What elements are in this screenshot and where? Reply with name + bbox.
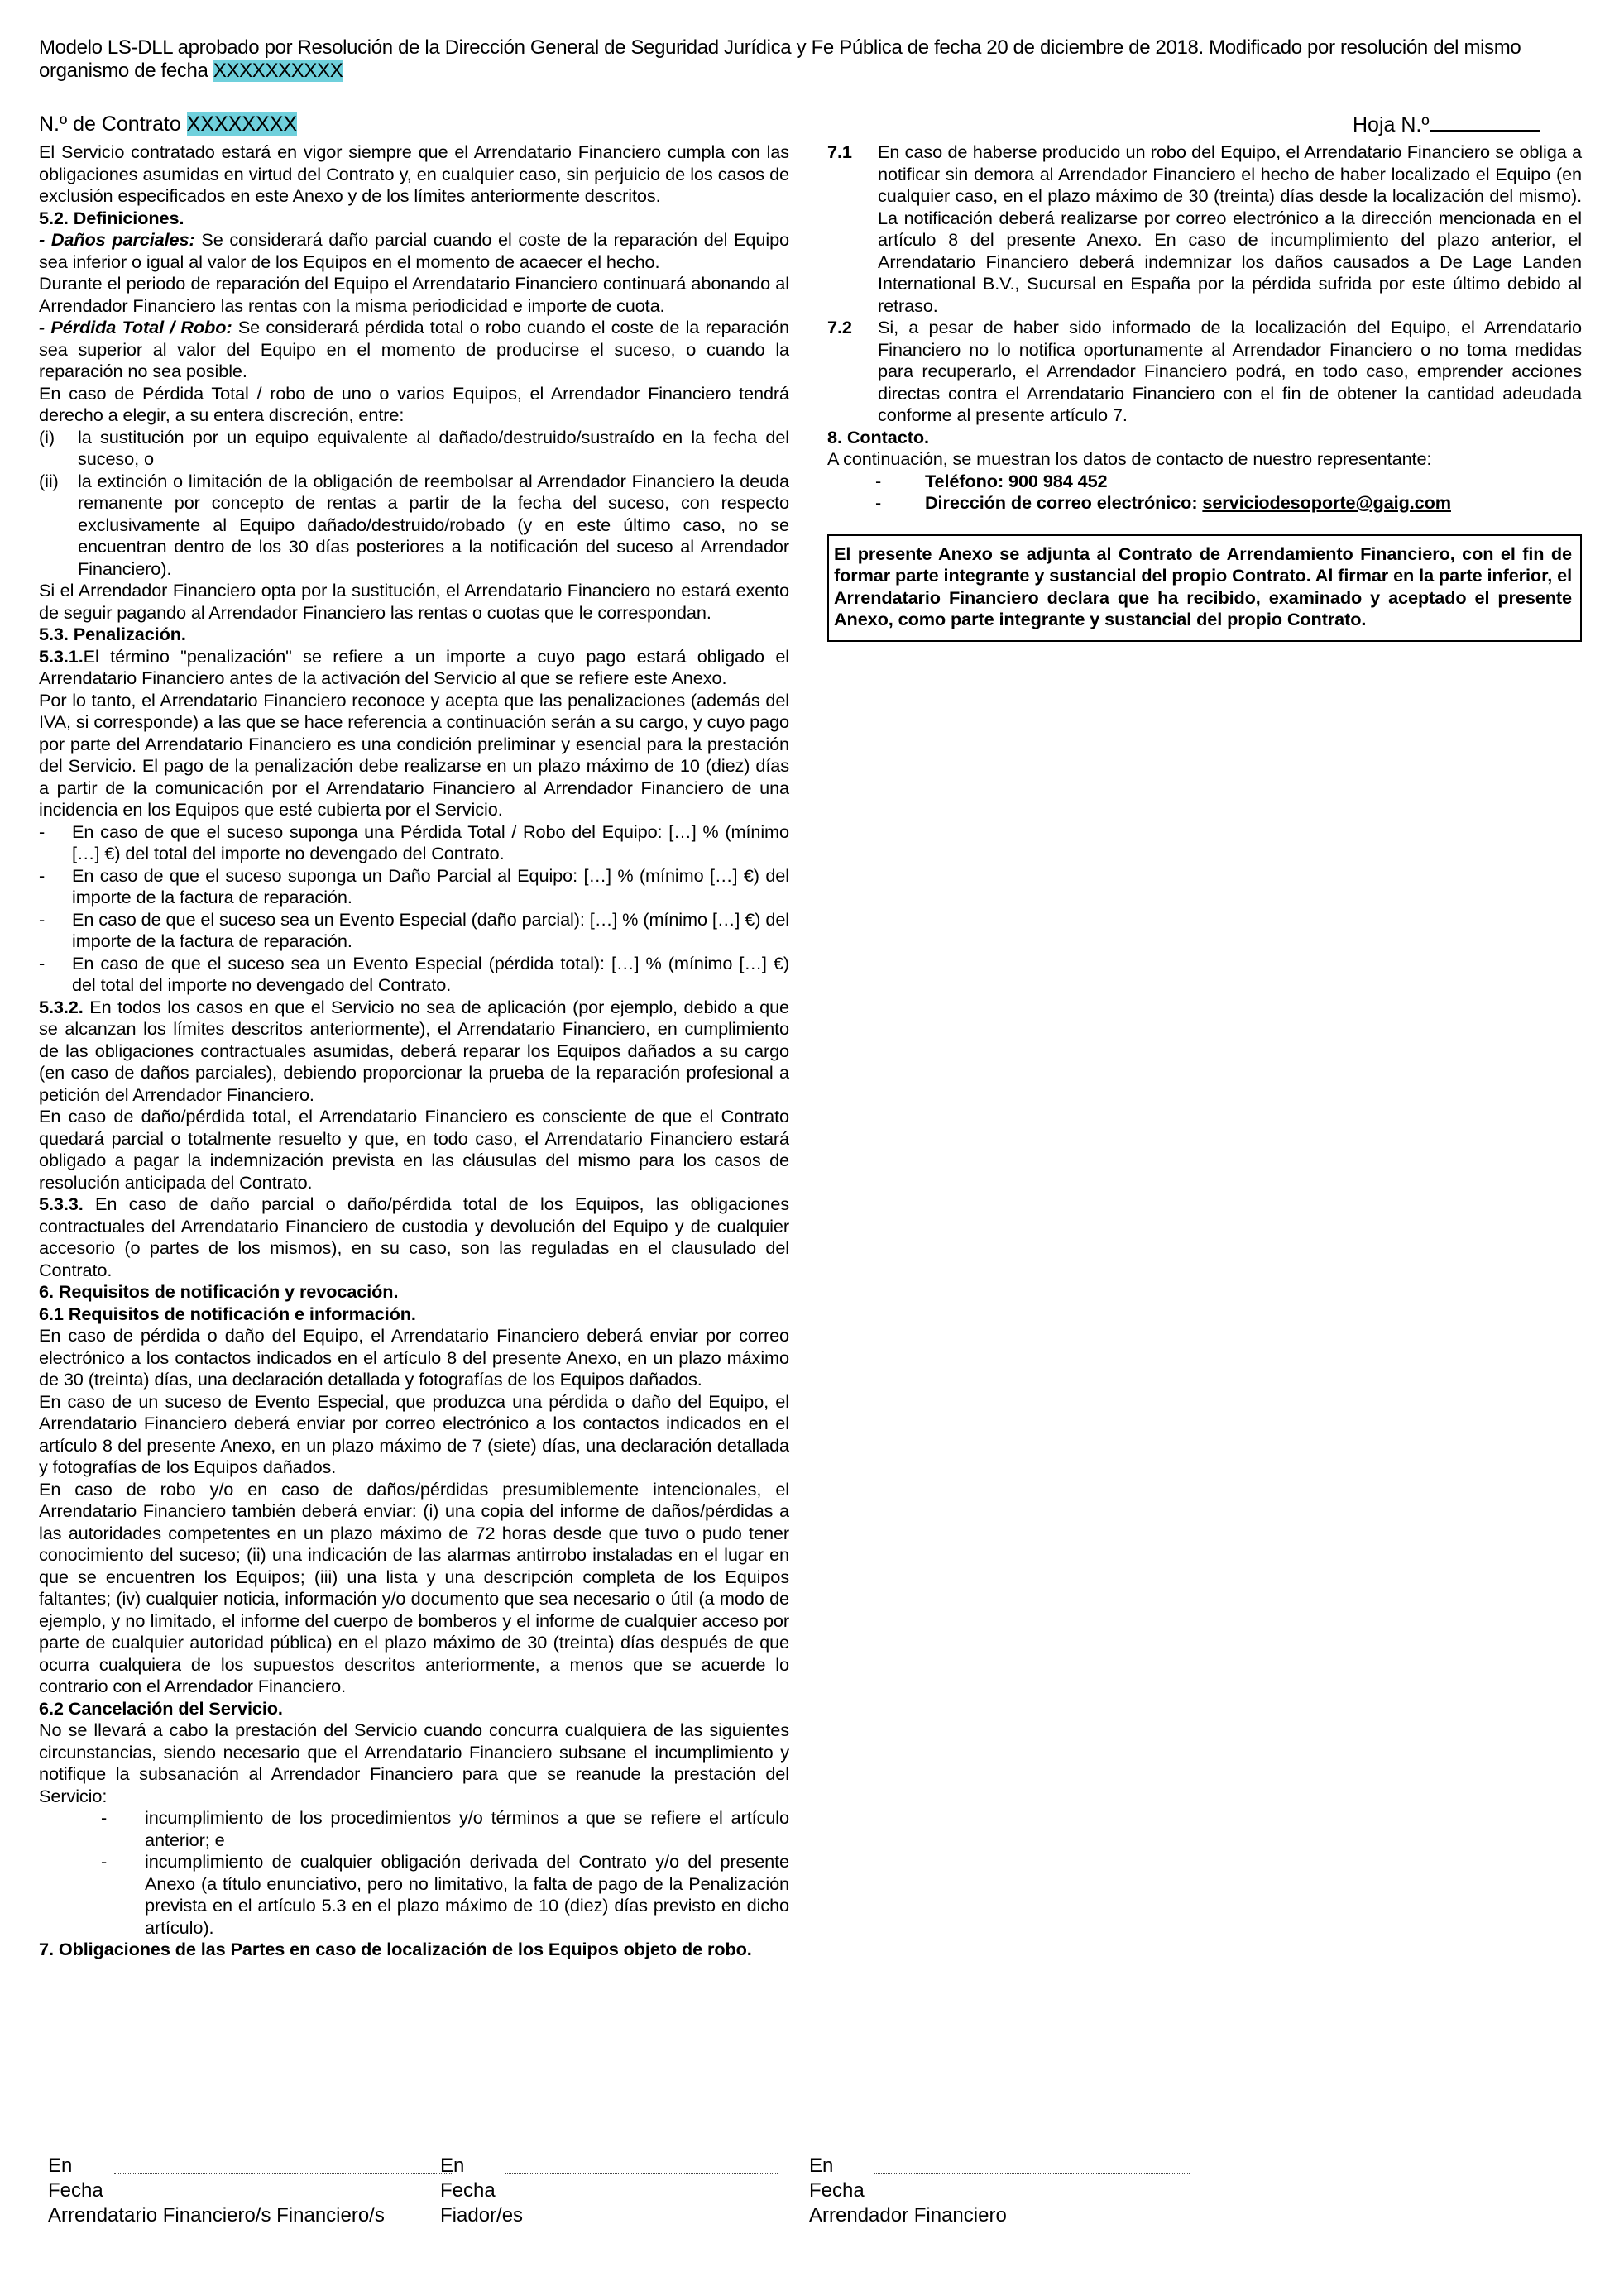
total-loss-paragraph: En caso de daño/pérdida total, el Arrendatario Financiero es consciente de que el Contrato quedará parcial o totalmente resuelto y que, en todo caso, el Arrendatario Financiero estará obligado a pagar la indemnización prevista en las cláusulas del mismo para los casos de resolución anticipada del Contrato. xyxy=(39,1106,789,1193)
section-7-1: 7.1 En caso de haberse producido un robo del Equipo, el Arrendatario Financiero se obliga a notificar sin demora al Arrendador Financiero el hecho de haber localizado el Equipo (en cualquier caso, en el plazo máximo de 30 (treinta) días desde la localización del mismo). La notificación deberá realizarse por correo electrónico a la dirección mencionada en el artículo 8 del presente Anexo. En caso de incumplimiento del plazo anterior, el Arrendatario Financiero deberá indemnizar los daños causados a De Lage Landen International B.V., Sucursal en España por la pérdida sufrida por este último debido al retraso. xyxy=(827,141,1582,316)
sig-en-label: En xyxy=(440,2155,465,2177)
penalty-paragraph: Por lo tanto, el Arrendatario Financiero reconoce y acepta que las penalizaciones (además del IVA, si corresponde) a las que se hace referencia a continuación serán a su cargo, y cuyo pago por parte del Arrendatario Financiero es una condición preliminar y esencial para la prestación del Servicio. El pago de la penalización debe realizarse en un plazo máximo de 10 (diez) días a partir de la comunicación por el Arrendatario Financiero al Arrendador Financiero de una incidencia en los Equipos que esté cubierta por el Servicio. xyxy=(39,689,789,820)
header-date-placeholder: XXXXXXXXXX xyxy=(213,60,343,82)
signature-block-guarantor xyxy=(440,2154,523,2228)
sig-role: Arrendatario Financiero/s Financiero/s xyxy=(48,2204,385,2227)
sig-en-line[interactable] xyxy=(505,2173,778,2174)
sig-en-label: En xyxy=(48,2155,73,2177)
total-loss-term: - Pérdida Total / Robo: xyxy=(39,317,232,337)
sig-role: Fiador/es xyxy=(440,2204,524,2227)
section-7-2: 7.2 Si, a pesar de haber sido informado de la localización del Equipo, el Arrendatario Financiero no lo notifica oportunamente al Arrendador Financiero o no toma medidas para recuperarlo, el Arrendador Financiero podrá, en todo caso, emprender acciones directas contra el Arrendatario Financiero con el fin de obtener la cantidad adeudada conforme al presente artículo 7. xyxy=(827,317,1582,425)
contract-number-placeholder: XXXXXXXX xyxy=(186,112,298,136)
cancellation-item: - incumplimiento de cualquier obligación derivada del Contrato y/o del presente Anexo (a título enunciativo, pero no limitativo, la falta de pago de la Penalización prevista en el artículo 5.3 en el plazo máximo de 10 (diez) días previsto en dicho artículo). xyxy=(101,1851,789,1938)
option-ii: (ii) la extinción o limitación de la obligación de reembolsar al Arrendador Financiero la deuda remanente por concepto de rentas a partir de la fecha del suceso, con respecto exclusivamente al Equipo dañado/destruido/robado (y en este último caso, no se encuentran dentro de los 30 días posteriores a la notificación del suceso al Arrendador Financiero). xyxy=(39,470,789,579)
sig-fecha-label: Fecha xyxy=(809,2179,865,2202)
sheet-label: Hoja N.º xyxy=(1353,113,1430,136)
sheet-number-blank xyxy=(1430,112,1540,132)
section-5-3-3: 5.3.3. En caso de daño parcial o daño/pérdida total de los Equipos, las obligaciones contractuales del Arrendatario Financiero de custodia y devolución del Equipo y de cualquier accesorio (o partes de los mismos), en su caso, son las reguladas en el clausulado del Contrato. xyxy=(39,1193,789,1280)
contact-email: - Dirección de correo electrónico: serviciodesoporte@gaig.com xyxy=(875,492,1451,513)
signature-block-lessee xyxy=(48,2154,385,2228)
sheet-number xyxy=(1353,112,1540,137)
option-i: (i) la sustitución por un equipo equivalente al dañado/destruido/sustraído en la fecha del suceso, o xyxy=(39,426,789,469)
cancellation-paragraph: No se llevará a cabo la prestación del Servicio cuando concurra cualquiera de las siguientes circunstancias, siendo necesario que el Arrendatario Financiero subsane el incumplimiento y notifique la subsanación al Arrendador Financiero para que se reanude la prestación del Servicio: xyxy=(39,1720,789,1806)
right-column xyxy=(827,141,1582,642)
sig-role: Arrendador Financiero xyxy=(809,2204,1007,2227)
document-header xyxy=(39,36,1553,83)
section-5-3-2: 5.3.2. En todos los casos en que el Servicio no sea de aplicación (por ejemplo, debido a que se alcanzan los límites descritos anteriormente), el Arrendatario Financiero, en cumplimiento de las obligaciones contractuales asumidas, deberá reparar los Equipos dañados a su cargo (en caso de daños parciales), debiendo proporcionar la prueba de la reparación profesional a petición del Arrendador Financiero. xyxy=(39,996,789,1105)
choice-paragraph: En caso de Pérdida Total / robo de uno o varios Equipos, el Arrendador Financiero tendrá derecho a elegir, a su entera discreción, entre: xyxy=(39,382,789,425)
cancellation-item: - incumplimiento de los procedimientos y/o términos a que se refiere el artículo anterior; e xyxy=(101,1807,789,1850)
contract-number xyxy=(39,112,297,136)
total-loss-definition: - Pérdida Total / Robo: Se considerará pérdida total o robo cuando el coste de la reparación sea superior al valor del Equipo en el momento de producirse el suceso, o cuando la reparación no sea posible. xyxy=(39,317,789,381)
intro-paragraph: El Servicio contratado estará en vigor siempre que el Arrendatario Financiero cumpla con las obligaciones asumidas en virtud del Contrato y, en cualquier caso, sin perjuicio de los casos de exclusión especificados en este Anexo y de los límites anteriormente descritos. xyxy=(39,141,789,206)
acceptance-box: El presente Anexo se adjunta al Contrato de Arrendamiento Financiero, con el fin de formar parte integrante y sustancial del propio Contrato. Al firmar en la parte inferior, el Arrendatario Financiero declara que ha recibido, examinado y aceptado el presente Anexo, como parte integrante y sustancial del propio Contrato. xyxy=(827,534,1582,642)
left-column xyxy=(39,141,789,1961)
penalty-item: - En caso de que el suceso sea un Evento Especial (daño parcial): […] % (mínimo […] €) del importe de la factura de reparación. xyxy=(39,908,789,951)
header-text: Modelo LS-DLL aprobado por Resolución de la Dirección General de Seguridad Jurídica y Fe Pública de fecha 20 de diciembre de 2018. Modificado por resolución del mismo organismo de fecha xyxy=(39,36,1521,82)
section-7-heading: 7. Obligaciones de las Partes en caso de localización de los Equipos objeto de robo. xyxy=(39,1939,752,1959)
contact-intro: A continuación, se muestran los datos de contacto de nuestro representante: xyxy=(827,448,1432,469)
partial-damage-term: - Daños parciales: xyxy=(39,229,195,250)
section-8-heading: 8. Contacto. xyxy=(827,426,929,447)
section-5-3-heading: 5.3. Penalización. xyxy=(39,624,186,644)
sig-fecha-label: Fecha xyxy=(48,2179,103,2202)
section-5-3-1: 5.3.1.El término "penalización" se refiere a un importe a cuyo pago estará obligado el Arrendatario Financiero antes de la activación del Servicio al que se refiere este Anexo. xyxy=(39,645,789,688)
sig-en-line[interactable] xyxy=(874,2173,1190,2174)
substitution-paragraph: Si el Arrendador Financiero opta por la sustitución, el Arrendatario Financiero no estará exento de seguir pagando al Arrendador Financiero las rentas o cuotas que le correspondan. xyxy=(39,580,789,623)
theft-paragraph: En caso de robo y/o en caso de daños/pérdidas presumiblemente intencionales, el Arrendatario Financiero también deberá enviar: (i) una copia del informe de daños/pérdidas a las autoridades competentes en un plazo máximo de 72 horas desde que tuvo o pudo tener conocimiento del suceso; (ii) una indicación de las alarmas antirrobo instaladas en el lugar en que se encuentren los Equipos; (iii) una lista y una descripción completa de los Equipos faltantes; (iv) cualquier noticia, información y/o documento que sea necesario o útil (a modo de ejemplo, y no limitado, el informe del cuerpo de bomberos y el informe de cualquier acceso por parte de cualquier autoridad pública) en el plazo máximo de 30 (treinta) días después de que ocurra cualquiera de los supuestos descritos anteriormente, a menos que se acuerde lo contrario con el Arrendador Financiero. xyxy=(39,1478,789,1696)
email-link[interactable]: serviciodesoporte@gaig.com xyxy=(1202,492,1451,513)
section-6-2-heading: 6.2 Cancelación del Servicio. xyxy=(39,1697,283,1719)
notification-paragraph: En caso de pérdida o daño del Equipo, el Arrendatario Financiero deberá enviar por correo electrónico a los contactos indicados en el artículo 8 del presente Anexo, en un plazo máximo de 30 (treinta) días, una declaración detallada y fotografías de los Equipos dañados. xyxy=(39,1325,789,1390)
signature-block-lessor xyxy=(809,2154,1007,2228)
contact-phone: - Teléfono: 900 984 452 xyxy=(875,470,1108,491)
section-6-heading: 6. Requisitos de notificación y revocación. xyxy=(39,1281,399,1302)
special-event-paragraph: En caso de un suceso de Evento Especial, que produzca una pérdida o daño del Equipo, el Arrendatario Financiero deberá enviar por correo electrónico a los contactos indicados en el artículo 8 del presente Anexo, en un plazo máximo de 7 (siete) días, una declaración detallada y fotografías de los Equipos dañados. xyxy=(39,1390,789,1477)
sig-en-label: En xyxy=(809,2155,834,2177)
penalty-item: - En caso de que el suceso sea un Evento Especial (pérdida total): […] % (mínimo […] €) del total del importe no devengado del Contrato. xyxy=(39,952,789,995)
partial-damage-definition: - Daños parciales: Se considerará daño parcial cuando el coste de la reparación del Equipo sea inferior o igual al valor de los Equipos en el momento de acaecer el hecho. xyxy=(39,229,789,272)
section-5-2-heading: 5.2. Definiciones. xyxy=(39,207,184,228)
repair-period-paragraph: Durante el periodo de reparación del Equipo el Arrendatario Financiero continuará abonando al Arrendador Financiero las rentas con la misma periodicidad e importe de cuota. xyxy=(39,273,789,316)
penalty-item: - En caso de que el suceso suponga una Pérdida Total / Robo del Equipo: […] % (mínimo […] €) del total del importe no devengado del Contrato. xyxy=(39,820,789,863)
penalty-item: - En caso de que el suceso suponga un Daño Parcial al Equipo: […] % (mínimo […] €) del importe de la factura de reparación. xyxy=(39,864,789,907)
contract-label: N.º de Contrato xyxy=(39,112,181,136)
sig-fecha-label: Fecha xyxy=(440,2179,496,2202)
section-6-1-heading: 6.1 Requisitos de notificación e información. xyxy=(39,1303,416,1324)
sig-en-line[interactable] xyxy=(114,2173,452,2174)
